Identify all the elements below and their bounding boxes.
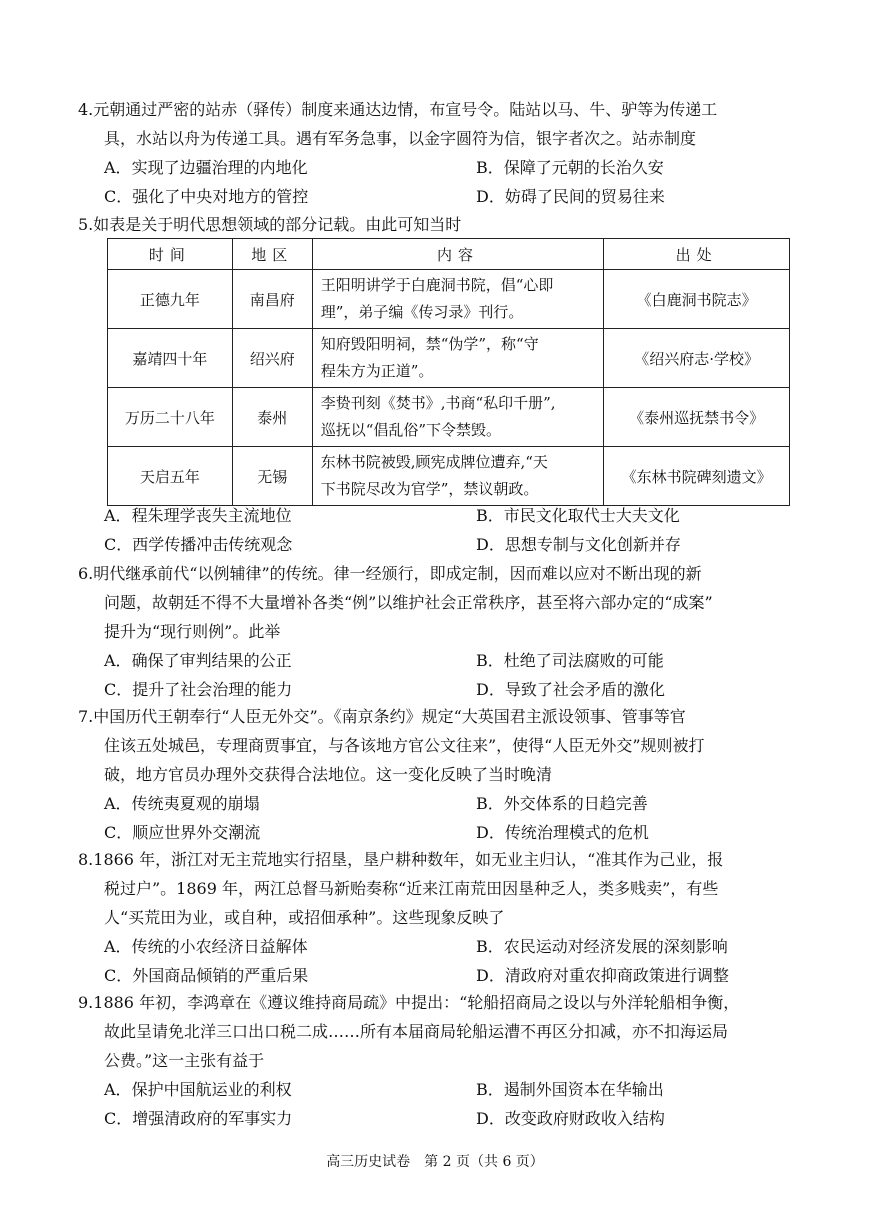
question-stem-line: 破，地方官员办理外交获得合法地位。这一变化反映了当时晚清	[104, 765, 553, 784]
question-7	[78, 702, 798, 847]
option-d[interactable]: D．清政府对重农抑商政策进行调整	[476, 966, 729, 985]
question-number: 5.	[78, 215, 94, 234]
table-row	[108, 447, 790, 506]
cell-source: 《绍兴府志·学校》	[604, 329, 790, 388]
table-row	[108, 329, 790, 388]
cell-region: 南昌府	[232, 270, 312, 329]
option-d[interactable]: D．传统治理模式的危机	[476, 823, 649, 842]
option-b[interactable]: B．遏制外国资本在华输出	[476, 1080, 664, 1099]
option-row	[104, 530, 798, 559]
option-c[interactable]: C．强化了中央对地方的管控	[104, 187, 309, 206]
option-b[interactable]: B．杜绝了司法腐败的可能	[476, 651, 664, 670]
option-row	[104, 1104, 798, 1133]
header-time: 时间	[108, 239, 233, 270]
question-stem-line: 税过户”。1869 年，两江总督马新贻奏称“近来江南荒田因垦种乏人，类多贱卖”，有些	[104, 879, 719, 898]
cell-time: 嘉靖四十年	[108, 329, 233, 388]
option-row	[104, 501, 798, 530]
question-stem-line: 7.中国历代王朝奉行“人臣无外交”。《南京条约》规定“大英国君主派设领事、管事等官	[78, 707, 686, 726]
option-a[interactable]: A．确保了审判结果的公正	[104, 651, 292, 670]
option-d[interactable]: D．妨碍了民间的贸易往来	[476, 187, 665, 206]
option-row	[104, 961, 798, 990]
header-source: 出处	[604, 239, 790, 270]
cell-time: 万历二十八年	[108, 388, 233, 447]
option-c[interactable]: C．增强清政府的军事实力	[104, 1109, 293, 1128]
option-row	[104, 675, 798, 704]
option-d[interactable]: D．导致了社会矛盾的激化	[476, 680, 665, 699]
option-row	[104, 932, 798, 961]
option-d[interactable]: D．思想专制与文化创新并存	[476, 535, 681, 554]
question-stem-line: 5.如表是关于明代思想领域的部分记载。由此可知当时	[78, 215, 462, 234]
question-number: 8.	[78, 850, 94, 869]
option-row	[104, 153, 798, 182]
cell-time: 天启五年	[108, 447, 233, 506]
table-header-row	[108, 239, 790, 270]
option-a[interactable]: A．传统夷夏观的崩塌	[104, 794, 260, 813]
option-row	[104, 789, 798, 818]
cell-content: 李贽刊刻《焚书》,书商“私印千册”, 巡抚以“倡乱俗”下令禁毁。	[312, 388, 604, 447]
cell-source: 《白鹿洞书院志》	[604, 270, 790, 329]
question-stem-line: 问题，故朝廷不得不大量增补各类“例”以维护社会正常秩序，甚至将六部办定的“成案”	[104, 593, 713, 612]
cell-source: 《泰州巡抚禁书令》	[604, 388, 790, 447]
option-a[interactable]: A．传统的小农经济日益解体	[104, 937, 308, 956]
option-b[interactable]: B．农民运动对经济发展的深刻影响	[476, 937, 728, 956]
question-stem-line: 9.1886 年初，李鸿章在《遵议维持商局疏》中提出：“轮船招商局之设以与外洋轮船相争衡，	[78, 993, 740, 1012]
question-number: 6.	[78, 564, 94, 583]
table-row	[108, 388, 790, 447]
table-row	[108, 270, 790, 329]
option-a[interactable]: A．程朱理学丧失主流地位	[104, 506, 292, 525]
question-5-options	[78, 501, 798, 559]
question-6	[78, 559, 798, 704]
option-row	[104, 1075, 798, 1104]
header-region: 地区	[232, 239, 312, 270]
cell-time: 正德九年	[108, 270, 233, 329]
question-stem-line: 提升为“现行则例”。此举	[104, 622, 281, 641]
option-row	[104, 818, 798, 847]
question-stem-line: 住该五处城邑，专理商贾事宜，与各该地方官公文往来”，使得“人臣无外交”规则被打	[104, 736, 705, 755]
cell-region: 绍兴府	[232, 329, 312, 388]
option-a[interactable]: A．保护中国航运业的利权	[104, 1080, 292, 1099]
cell-source: 《东林书院碑刻遗文》	[604, 447, 790, 506]
question-8	[78, 845, 798, 990]
question-stem-line: 公费。”这一主张有益于	[104, 1051, 265, 1070]
header-content: 内容	[312, 239, 604, 270]
question-stem-line: 8.1866 年，浙江对无主荒地实行招垦，垦户耕种数年，如无业主归认，“准其作为己业，报	[78, 850, 724, 869]
question-stem-line: 具，水站以舟为传递工具。遇有军务急事，以金字圆符为信，银字者次之。站赤制度	[104, 129, 697, 148]
question-5	[78, 210, 798, 239]
question-4	[78, 95, 798, 211]
option-c[interactable]: C．外国商品倾销的严重后果	[104, 966, 309, 985]
option-row	[104, 646, 798, 675]
cell-content: 王阳明讲学于白鹿洞书院，倡“心即 理”，弟子编《传习录》刊行。	[312, 270, 604, 329]
question-number: 9.	[78, 993, 94, 1012]
option-b[interactable]: B．市民文化取代士大夫文化	[476, 506, 680, 525]
cell-content: 知府毁阳明祠，禁“伪学”，称“守 程朱方为正道”。	[312, 329, 604, 388]
question-stem-line: 故此呈请免北洋三口出口税二成……所有本届商局轮船运漕不再区分扣减，亦不扣海运局	[104, 1022, 729, 1041]
option-d[interactable]: D．改变政府财政收入结构	[476, 1109, 665, 1128]
option-a[interactable]: A．实现了边疆治理的内地化	[104, 158, 308, 177]
option-b[interactable]: B．保障了元朝的长治久安	[476, 158, 664, 177]
question-number: 4.	[78, 100, 94, 119]
option-c[interactable]: C．提升了社会治理的能力	[104, 680, 293, 699]
question-number: 7.	[78, 707, 94, 726]
cell-region: 泰州	[232, 388, 312, 447]
option-b[interactable]: B．外交体系的日趋完善	[476, 794, 648, 813]
option-c[interactable]: C．顺应世界外交潮流	[104, 823, 261, 842]
question-9	[78, 988, 798, 1133]
question-stem-line: 6.明代继承前代“以例辅律”的传统。律一经颁行，即成定制，因而难以应对不断出现的新	[78, 564, 702, 583]
option-row	[104, 182, 798, 211]
ming-thought-table	[107, 238, 790, 506]
question-stem-line: 人“买荒田为业，或自种，或招佃承种”。这些现象反映了	[104, 908, 505, 927]
option-c[interactable]: C．西学传播冲击传统观念	[104, 535, 293, 554]
cell-region: 无锡	[232, 447, 312, 506]
page-footer: 高三历史试卷 第 2 页（共 6 页）	[326, 1154, 544, 1170]
question-stem-line: 4.元朝通过严密的站赤（驿传）制度来通达边情，布宣号令。陆站以马、牛、驴等为传递工	[78, 100, 718, 119]
cell-content: 东林书院被毁,顾宪成牌位遭弃,“天 下书院尽改为官学”，禁议朝政。	[312, 447, 604, 506]
